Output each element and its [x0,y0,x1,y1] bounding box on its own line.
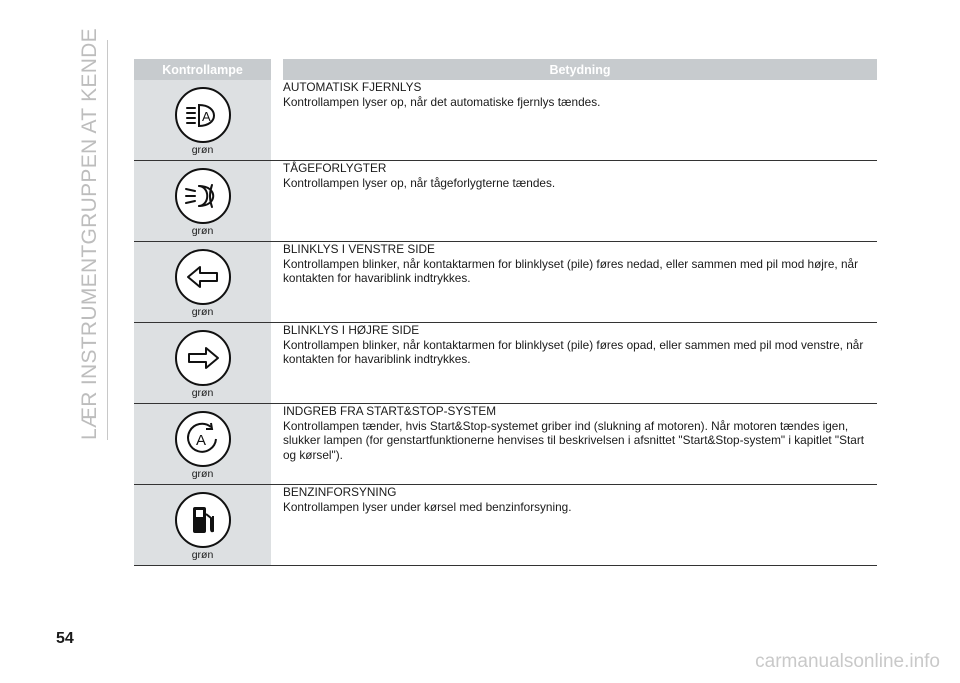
lamp-description: Kontrollampen lyser under kørsel med benzinforsyning. [283,499,572,514]
fog-light-icon [175,168,231,224]
page-number: 54 [56,630,74,647]
lamp-color: grøn [191,225,214,237]
lamp-title: BENZINFORSYNING [283,485,397,499]
table-row [134,485,877,566]
warning-lights-table [134,59,877,566]
lamp-title: INDGREB FRA START&STOP-SYSTEM [283,404,497,418]
lamp-color: grøn [191,144,214,156]
table-row [134,161,877,242]
auto-high-beam-icon [175,87,231,143]
header-lamp: Kontrollampe [134,59,271,80]
lamp-title: TÅGEFORLYGTER [283,161,387,175]
table-row [134,242,877,323]
lamp-cell [134,323,271,404]
chapter-title: LÆR INSTRUMENTGRUPPEN AT KENDE [78,28,101,440]
table-row [134,404,877,485]
lamp-title: BLINKLYS I HØJRE SIDE [283,323,420,337]
left-arrow-icon [175,249,231,305]
lamp-description: Kontrollampen blinker, når kontaktarmen for blinklyset (pile) føres nedad, eller sammen med pil mod højre, når kontakten for havariblink indtrykkes. [283,256,859,285]
lamp-description: Kontrollampen blinker, når kontaktarmen for blinklyset (pile) føres opad, eller sammen med pil mod venstre, når kontakten for havariblink indtrykkes. [283,337,864,366]
fuel-pump-icon [175,492,231,548]
description-cell [283,404,877,485]
description-cell [283,485,877,566]
right-arrow-icon [175,330,231,386]
lamp-cell [134,242,271,323]
chapter-rule [107,40,108,440]
lamp-color: grøn [191,387,214,399]
description-cell [283,323,877,404]
lamp-color: grøn [191,306,214,318]
table-row [134,323,877,404]
lamp-color: grøn [191,549,214,561]
lamp-title: BLINKLYS I VENSTRE SIDE [283,242,435,256]
start-stop-icon [175,411,231,467]
lamp-description: Kontrollampen lyser op, når det automatiske fjernlys tændes. [283,94,601,109]
svg-text:A: A [195,432,206,449]
lamp-cell [134,485,271,566]
description-cell [283,161,877,242]
lamp-cell [134,161,271,242]
header-meaning: Betydning [283,59,877,80]
lamp-cell [134,80,271,161]
lamp-color: grøn [191,468,214,480]
lamp-title: AUTOMATISK FJERNLYS [283,80,422,94]
lamp-description: Kontrollampen tænder, hvis Start&Stop-systemet griber ind (slukning af motoren). Når motoren tændes igen, slukker lampen (for genstartfunktionerne henvises til beskrivelsen i afsnittet "Start&Stop-system" i kapitlet "Start og kørsel"). [283,418,865,462]
lamp-cell [134,404,271,485]
lamp-description: Kontrollampen lyser op, når tågeforlygterne tændes. [283,175,556,190]
table-row [134,80,877,161]
description-cell [283,242,877,323]
svg-text:A: A [201,109,211,124]
table-header-row [134,59,877,80]
watermark: carmanualsonline.info [755,651,940,672]
description-cell [283,80,877,161]
